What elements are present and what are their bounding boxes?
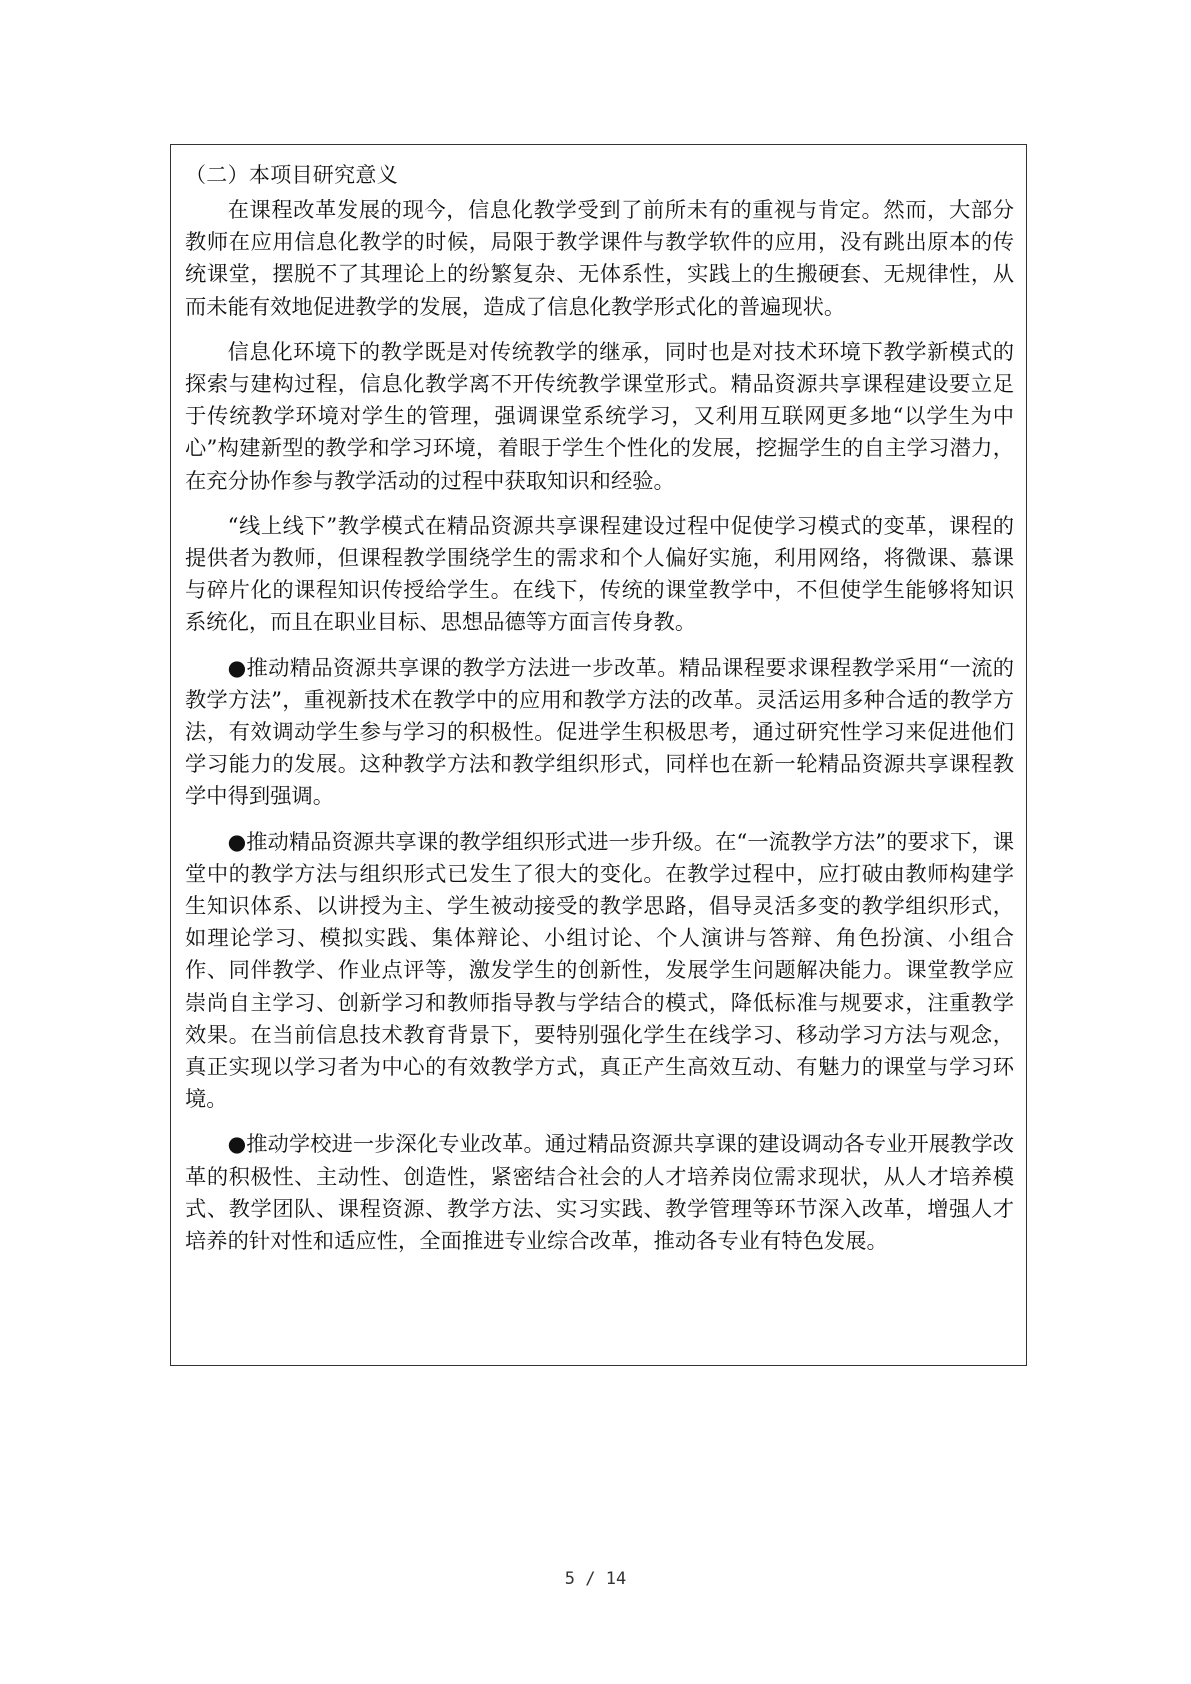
content-box: [170, 144, 1027, 1366]
paragraph-5: ●推动精品资源共享课的教学组织形式进一步升级。在“一流教学方法”的要求下，课堂中的教学方法与组织形式已发生了很大的变化。在教学过程中，应打破由教师构建学生知识体系、以讲授为主、学生被动接受的教学思路，倡导灵活多变的教学组织形式，如理论学习、模拟实践、集体辩论、小组讨论、个人演讲与答辩、角色扮演、小组合作、同伴教学、作业点评等，激发学生的创新性，发展学生问题解决能力。课堂教学应崇尚自主学习、创新学习和教师指导教与学结合的模式，降低标准与规要求，注重教学效果。在当前信息技术教育背景下，要特别强化学生在线学习、移动学习方法与观念，真正实现以学习者为中心的有效教学方式，真正产生高效互动、有魅力的课堂与学习环境。: [185, 829, 1014, 1113]
section-heading: （二）本项目研究意义: [185, 163, 398, 187]
page-number: 5 / 14: [564, 1569, 627, 1589]
paragraph-3: “线上线下”教学模式在精品资源共享课程建设过程中促使学习模式的变革，课程的提供者为教师，但课程教学围绕学生的需求和个人偏好实施，利用网络，将微课、慕课与碎片化的课程知识传授给学生。在线下，传统的课堂教学中，不但使学生能够将知识系统化，而且在职业目标、思想品德等方面言传身教。: [185, 513, 1014, 636]
paragraph-6: ●推动学校进一步深化专业改革。通过精品资源共享课的建设调动各专业开展教学改革的积极性、主动性、创造性，紧密结合社会的人才培养岗位需求现状，从人才培养模式、教学团队、课程资源、教学方法、实习实践、教学管理等环节深入改革，增强人才培养的针对性和适应性，全面推进专业综合改革，推动各专业有特色发展。: [185, 1132, 1014, 1255]
paragraph-1: 在课程改革发展的现今，信息化教学受到了前所未有的重视与肯定。然而，大部分教师在应用信息化教学的时候，局限于教学课件与教学软件的应用，没有跳出原本的传统课堂，摆脱不了其理论上的纷繁复杂、无体系性，实践上的生搬硬套、无规律性，从而未能有效地促进教学的发展，造成了信息化教学形式化的普遍现状。: [185, 198, 1014, 320]
paragraph-2: 信息化环境下的教学既是对传统教学的继承，同时也是对技术环境下教学新模式的探索与建构过程，信息化教学离不开传统教学课堂形式。精品资源共享课程建设要立足于传统教学环境对学生的管理，强调课堂系统学习，又利用互联网更多地“以学生为中心”构建新型的教学和学习环境，着眼于学生个性化的发展，挖掘学生的自主学习潜力，在充分协作参与教学活动的过程中获取知识和经验。: [185, 339, 1014, 494]
paragraph-4: ●推动精品资源共享课的教学方法进一步改革。精品课程要求课程教学采用“一流的教学方法”，重视新技术在教学中的应用和教学方法的改革。灵活运用多种合适的教学方法，有效调动学生参与学习的积极性。促进学生积极思考，通过研究性学习来促进他们学习能力的发展。这种教学方法和教学组织形式，同样也在新一轮精品资源共享课程教学中得到强调。: [185, 655, 1014, 810]
